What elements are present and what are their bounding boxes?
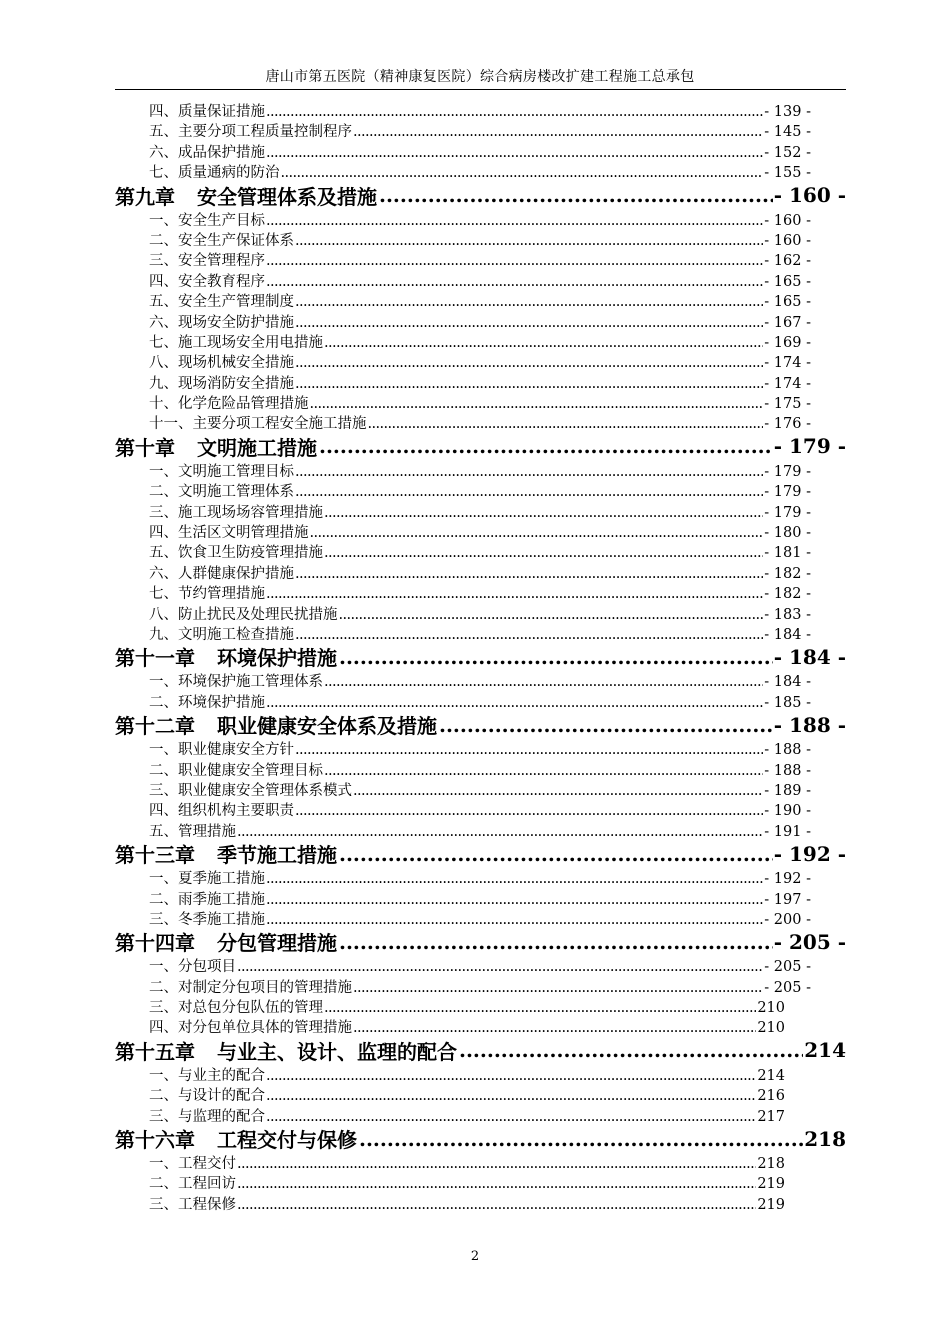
toc-chapter-entry[interactable] xyxy=(115,840,846,867)
toc-page-number: - 188 - xyxy=(764,762,811,779)
toc-page-number: - 184 - xyxy=(773,644,846,669)
toc-section-entry[interactable] xyxy=(149,759,811,779)
toc-section-label: 九、现场消防安全措施 xyxy=(149,375,294,392)
toc-section-entry[interactable] xyxy=(149,582,811,602)
toc-page-number: - 205 - xyxy=(773,929,846,954)
toc-section-label: 十、化学危险品管理措施 xyxy=(149,396,309,413)
toc-section-label: 三、职业健康安全管理体系模式 xyxy=(149,782,352,799)
toc-page-number: - 189 - xyxy=(764,782,811,799)
toc-section-label: 二、对制定分包项目的管理措施 xyxy=(149,979,352,996)
toc-dot-leader xyxy=(339,842,773,866)
toc-section-entry[interactable] xyxy=(149,351,811,371)
toc-section-label: 三、冬季施工措施 xyxy=(149,911,265,928)
toc-dot-leader xyxy=(310,396,764,412)
toc-dot-leader xyxy=(266,586,763,602)
toc-dot-leader xyxy=(324,763,763,779)
toc-section-label: 五、安全生产管理制度 xyxy=(149,294,294,311)
toc-page-number: - 205 - xyxy=(764,979,811,996)
toc-chapter-entry[interactable] xyxy=(115,711,846,738)
toc-page-number: - 179 - xyxy=(764,504,811,521)
toc-chapter-entry[interactable] xyxy=(115,1125,846,1152)
toc-page-number: 210 xyxy=(757,1020,785,1037)
toc-page-number: - 176 - xyxy=(764,416,811,433)
toc-section-label: 一、安全生产目标 xyxy=(149,212,265,229)
toc-dot-leader xyxy=(266,104,763,120)
toc-dot-leader xyxy=(266,912,763,928)
toc-page-number: - 174 - xyxy=(764,355,811,372)
toc-chapter-number: 第九章 xyxy=(115,184,175,209)
toc-chapter-title xyxy=(115,928,338,955)
toc-page-number: - 192 - xyxy=(773,841,846,866)
toc-page-number: - 180 - xyxy=(764,525,811,542)
toc-chapter-entry[interactable] xyxy=(115,182,846,209)
toc-section-entry[interactable] xyxy=(149,867,811,887)
page-number: 2 xyxy=(470,1249,480,1264)
toc-section-label: 三、施工现场场容管理措施 xyxy=(149,504,323,521)
toc-page-number: - 190 - xyxy=(764,803,811,820)
toc-dot-leader xyxy=(353,1020,756,1036)
toc-section-label: 二、安全生产保证体系 xyxy=(149,232,294,249)
toc-section-entry[interactable] xyxy=(149,311,811,331)
toc-dot-leader xyxy=(339,930,773,954)
toc-section-label: 一、文明施工管理目标 xyxy=(149,463,294,480)
page-header-title: 唐山市第五医院（精神康复医院）综合病房楼改扩建工程施工总承包 xyxy=(265,69,695,85)
toc-chapter-number: 第十六章 xyxy=(115,1128,195,1153)
toc-section-label: 一、分包项目 xyxy=(149,959,236,976)
toc-section-entry[interactable] xyxy=(149,1193,785,1213)
toc-section-entry[interactable] xyxy=(149,1016,785,1036)
toc-section-entry[interactable] xyxy=(149,670,811,690)
toc-dot-leader xyxy=(266,1088,756,1104)
toc-dot-leader xyxy=(324,335,763,351)
toc-dot-leader xyxy=(295,566,763,582)
toc-section-label: 五、管理措施 xyxy=(149,823,236,840)
toc-section-entry[interactable] xyxy=(149,908,811,928)
toc-dot-leader xyxy=(295,315,763,331)
toc-section-label: 二、环境保护措施 xyxy=(149,694,265,711)
toc-page-number: - 160 - xyxy=(773,183,846,208)
toc-section-entry[interactable] xyxy=(149,290,811,310)
toc-section-label: 七、质量通病的防治 xyxy=(149,165,280,182)
toc-section-label: 二、职业健康安全管理目标 xyxy=(149,762,323,779)
toc-dot-leader xyxy=(237,1176,756,1192)
toc-section-entry[interactable] xyxy=(149,976,811,996)
toc-page-number: - 145 - xyxy=(764,124,811,141)
toc-section-label: 一、夏季施工措施 xyxy=(149,871,265,888)
toc-dot-leader xyxy=(266,695,763,711)
toc-section-entry[interactable] xyxy=(149,120,811,140)
toc-chapter-label: 与业主、设计、监理的配合 xyxy=(217,1039,457,1064)
toc-section-entry[interactable] xyxy=(149,460,811,480)
toc-chapter-title xyxy=(115,840,338,867)
toc-dot-leader xyxy=(295,376,763,392)
toc-section-label: 二、文明施工管理体系 xyxy=(149,484,294,501)
toc-dot-leader xyxy=(324,505,763,521)
toc-dot-leader xyxy=(295,484,763,500)
toc-section-label: 六、人群健康保护措施 xyxy=(149,565,294,582)
toc-dot-leader xyxy=(353,783,763,799)
toc-section-label: 二、雨季施工措施 xyxy=(149,891,265,908)
toc-chapter-number: 第十一章 xyxy=(115,646,195,671)
toc-chapter-entry[interactable] xyxy=(115,433,846,460)
toc-page-number: - 205 - xyxy=(764,959,811,976)
toc-page-number: 214 xyxy=(757,1067,785,1084)
toc-section-label: 六、成品保护措施 xyxy=(149,144,265,161)
toc-section-entry[interactable] xyxy=(149,229,811,249)
toc-section-label: 三、工程保修 xyxy=(149,1196,236,1213)
toc-dot-leader xyxy=(319,434,773,458)
toc-page-number: 219 xyxy=(757,1176,785,1193)
toc-section-label: 一、工程交付 xyxy=(149,1156,236,1173)
toc-section-entry[interactable] xyxy=(149,562,811,582)
toc-section-entry[interactable] xyxy=(149,779,811,799)
toc-chapter-title xyxy=(115,643,338,670)
toc-dot-leader xyxy=(295,294,763,310)
toc-section-entry[interactable] xyxy=(149,888,811,908)
toc-section-label: 一、与业主的配合 xyxy=(149,1067,265,1084)
toc-section-entry[interactable] xyxy=(149,955,811,975)
toc-chapter-label: 安全管理体系及措施 xyxy=(197,184,377,209)
toc-dot-leader xyxy=(339,607,764,623)
toc-section-entry[interactable] xyxy=(149,1064,785,1084)
toc-section-entry[interactable] xyxy=(149,331,811,351)
toc-dot-leader xyxy=(237,1156,756,1172)
toc-page-number: - 162 - xyxy=(764,253,811,270)
toc-dot-leader xyxy=(295,803,763,819)
toc-section-entry[interactable] xyxy=(149,1152,785,1172)
toc-section-label: 六、现场安全防护措施 xyxy=(149,314,294,331)
toc-page-number: 219 xyxy=(757,1196,785,1213)
toc-chapter-title xyxy=(115,1037,458,1064)
toc-page-number: 217 xyxy=(757,1108,785,1125)
toc-dot-leader xyxy=(295,233,763,249)
toc-dot-leader xyxy=(324,674,763,690)
toc-section-entry[interactable] xyxy=(149,209,811,229)
toc-section-entry[interactable] xyxy=(149,1105,785,1125)
toc-dot-leader xyxy=(324,1000,756,1016)
toc-page-number: - 167 - xyxy=(764,314,811,331)
toc-dot-leader xyxy=(266,213,763,229)
toc-page-number: - 179 - xyxy=(764,484,811,501)
toc-section-entry[interactable] xyxy=(149,691,811,711)
toc-section-label: 四、生活区文明管理措施 xyxy=(149,525,309,542)
toc-chapter-entry[interactable] xyxy=(115,1037,846,1064)
toc-page-number: - 182 - xyxy=(764,586,811,603)
toc-dot-leader xyxy=(237,959,763,975)
toc-page-number: - 179 - xyxy=(764,463,811,480)
toc-chapter-title xyxy=(115,1125,358,1152)
toc-page-number: - 197 - xyxy=(764,891,811,908)
toc-section-label: 二、与设计的配合 xyxy=(149,1088,265,1105)
toc-section-entry[interactable] xyxy=(149,521,811,541)
toc-dot-leader xyxy=(379,183,773,207)
toc-page-number: - 165 - xyxy=(764,273,811,290)
toc-section-entry[interactable] xyxy=(149,1084,785,1104)
toc-dot-leader xyxy=(266,253,763,269)
toc-dot-leader xyxy=(266,1109,756,1125)
toc-section-label: 四、安全教育程序 xyxy=(149,273,265,290)
toc-dot-leader xyxy=(266,274,763,290)
toc-chapter-label: 分包管理措施 xyxy=(217,931,337,956)
toc-dot-leader xyxy=(237,1197,756,1213)
toc-page-number: 210 xyxy=(757,1000,785,1017)
toc-page-number: - 192 - xyxy=(764,871,811,888)
toc-dot-leader xyxy=(324,545,763,561)
toc-page-number: - 165 - xyxy=(764,294,811,311)
toc-page-number: - 169 - xyxy=(764,334,811,351)
toc-section-label: 三、对总包分包队伍的管理 xyxy=(149,1000,323,1017)
toc-chapter-entry[interactable] xyxy=(115,643,846,670)
toc-dot-leader xyxy=(266,871,763,887)
toc-page-number: - 188 - xyxy=(764,742,811,759)
toc-chapter-title xyxy=(115,433,318,460)
toc-page-number: - 184 - xyxy=(764,674,811,691)
toc-page-number: - 179 - xyxy=(773,434,846,459)
toc-section-label: 一、职业健康安全方针 xyxy=(149,742,294,759)
toc-page-number: - 152 - xyxy=(764,144,811,161)
toc-page-number: - 191 - xyxy=(764,823,811,840)
toc-page-number: - 183 - xyxy=(764,606,811,623)
toc-section-label: 五、饮食卫生防疫管理措施 xyxy=(149,545,323,562)
toc-chapter-number: 第十四章 xyxy=(115,931,195,956)
toc-section-label: 四、组织机构主要职责 xyxy=(149,803,294,820)
toc-chapter-entry[interactable] xyxy=(115,928,846,955)
header-divider xyxy=(115,89,846,90)
toc-dot-leader xyxy=(266,1068,756,1084)
toc-page-number: - 188 - xyxy=(773,712,846,737)
toc-page-number: 214 xyxy=(804,1038,846,1063)
toc-page-number: - 160 - xyxy=(764,212,811,229)
toc-section-entry[interactable] xyxy=(149,141,811,161)
toc-section-entry[interactable] xyxy=(149,603,811,623)
toc-dot-leader xyxy=(368,416,764,432)
toc-dot-leader xyxy=(266,892,763,908)
toc-page-number: - 139 - xyxy=(764,104,811,120)
toc-section-label: 八、防止扰民及处理民扰措施 xyxy=(149,606,338,623)
toc-section-label: 三、安全管理程序 xyxy=(149,253,265,270)
toc-chapter-label: 文明施工措施 xyxy=(197,435,317,460)
toc-section-label: 五、主要分项工程质量控制程序 xyxy=(149,124,352,141)
toc-dot-leader xyxy=(295,464,763,480)
toc-section-entry[interactable] xyxy=(149,270,811,290)
toc-chapter-label: 环境保护措施 xyxy=(217,646,337,671)
toc-page-number: - 200 - xyxy=(764,911,811,928)
toc-dot-leader xyxy=(310,525,764,541)
toc-section-entry[interactable] xyxy=(149,623,811,643)
toc-section-label: 三、与监理的配合 xyxy=(149,1108,265,1125)
toc-chapter-number: 第十三章 xyxy=(115,843,195,868)
toc-section-label: 八、现场机械安全措施 xyxy=(149,355,294,372)
table-of-contents xyxy=(0,100,950,1213)
toc-dot-leader xyxy=(295,627,763,643)
toc-chapter-number: 第十章 xyxy=(115,435,175,460)
toc-section-label: 一、环境保护施工管理体系 xyxy=(149,674,323,691)
toc-section-entry[interactable] xyxy=(149,501,811,521)
toc-page-number: - 174 - xyxy=(764,375,811,392)
toc-section-label: 九、文明施工检查措施 xyxy=(149,626,294,643)
toc-section-label: 二、工程回访 xyxy=(149,1176,236,1193)
toc-dot-leader xyxy=(339,645,773,669)
toc-section-entry[interactable] xyxy=(149,820,811,840)
toc-section-entry[interactable] xyxy=(149,100,811,120)
toc-section-entry[interactable] xyxy=(149,372,811,392)
toc-page-number: - 182 - xyxy=(764,565,811,582)
toc-section-entry[interactable] xyxy=(149,412,811,432)
toc-section-label: 四、质量保证措施 xyxy=(149,104,265,120)
toc-dot-leader xyxy=(295,742,763,758)
toc-section-entry[interactable] xyxy=(149,392,811,412)
toc-chapter-number: 第十二章 xyxy=(115,714,195,739)
toc-page-number: - 185 - xyxy=(764,694,811,711)
toc-dot-leader xyxy=(359,1127,803,1151)
toc-chapter-label: 季节施工措施 xyxy=(217,843,337,868)
toc-section-entry[interactable] xyxy=(149,799,811,819)
toc-dot-leader xyxy=(439,713,773,737)
toc-dot-leader xyxy=(459,1038,803,1062)
toc-page-number: - 175 - xyxy=(764,396,811,413)
toc-section-label: 四、对分包单位具体的管理措施 xyxy=(149,1020,352,1037)
toc-chapter-number: 第十五章 xyxy=(115,1039,195,1064)
toc-dot-leader xyxy=(295,355,763,371)
toc-page-number: - 155 - xyxy=(764,165,811,182)
toc-section-entry[interactable] xyxy=(149,996,785,1016)
toc-page-number: 216 xyxy=(757,1088,785,1105)
toc-page-number: 218 xyxy=(804,1126,846,1151)
toc-section-entry[interactable] xyxy=(149,541,811,561)
toc-dot-leader xyxy=(237,824,763,840)
toc-chapter-label: 职业健康安全体系及措施 xyxy=(217,714,437,739)
toc-page-number: - 184 - xyxy=(764,626,811,643)
toc-section-label: 十一、主要分项工程安全施工措施 xyxy=(149,416,367,433)
toc-section-entry[interactable] xyxy=(149,480,811,500)
toc-dot-leader xyxy=(353,980,763,996)
toc-section-entry[interactable] xyxy=(149,161,811,181)
toc-section-label: 七、施工现场安全用电措施 xyxy=(149,334,323,351)
toc-dot-leader xyxy=(353,124,763,140)
toc-page-number: - 160 - xyxy=(764,232,811,249)
toc-dot-leader xyxy=(281,165,764,181)
toc-dot-leader xyxy=(266,145,763,161)
toc-chapter-label: 工程交付与保修 xyxy=(217,1128,357,1153)
toc-section-label: 七、节约管理措施 xyxy=(149,586,265,603)
toc-section-entry[interactable] xyxy=(149,738,811,758)
toc-section-entry[interactable] xyxy=(149,249,811,269)
toc-chapter-title xyxy=(115,182,378,209)
toc-page-number: - 181 - xyxy=(764,545,811,562)
toc-chapter-title xyxy=(115,711,438,738)
toc-section-entry[interactable] xyxy=(149,1172,785,1192)
toc-page-number: 218 xyxy=(757,1156,785,1173)
